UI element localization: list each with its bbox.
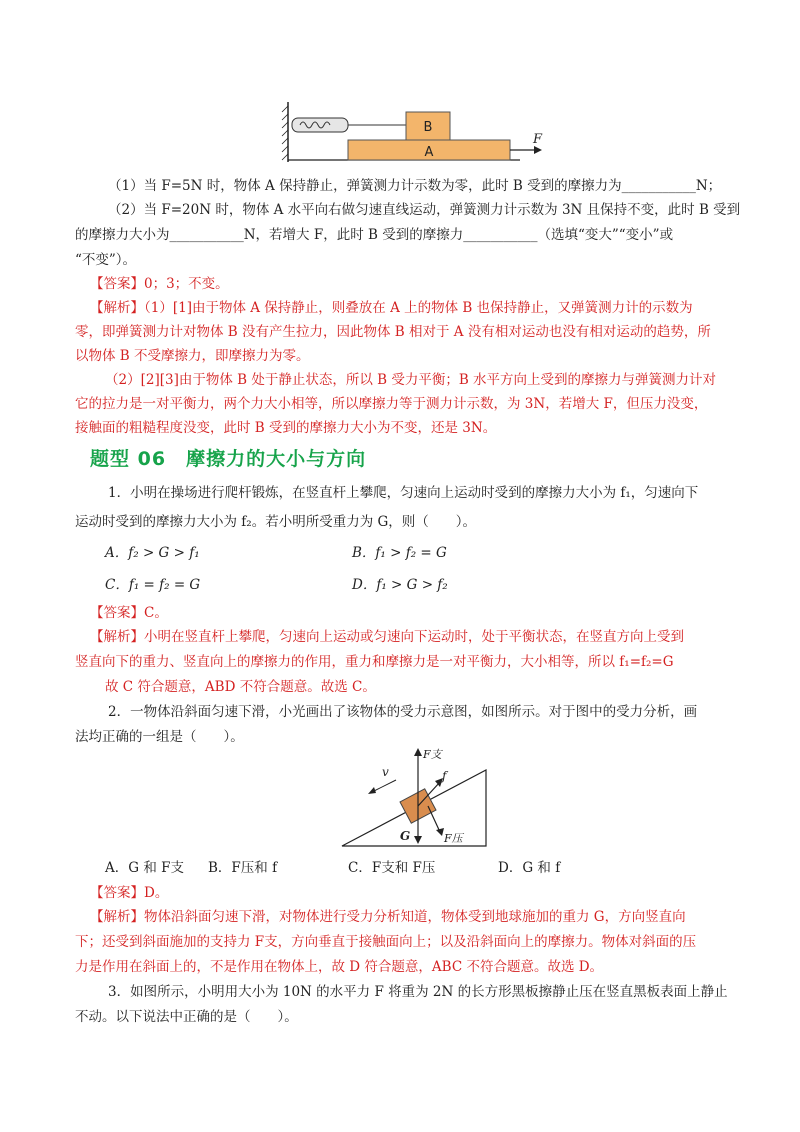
q2-explanation-2: 下；还受到斜面施加的支持力 F支，方向垂直于接触面向上；以及沿斜面向上的摩擦力。物体对斜面的压 bbox=[75, 934, 697, 950]
prev-answer: 【答案】0；3；不变。 bbox=[90, 276, 229, 292]
incline-force-figure bbox=[338, 742, 508, 852]
q1-explanation-2: 竖直向下的重力、竖直向上的摩擦力的作用，重力和摩擦力是一对平衡力，大小相等，所以 f₁=f₂=G bbox=[75, 654, 674, 670]
prev-explanation-1: 【解析】（1）[1]由于物体 A 保持静止，则叠放在 A 上的物体 B 也保持静止，又弹簧测力计的示数为 bbox=[90, 300, 693, 316]
prev-q2-line1: （2）当 F=20N 时，物体 A 水平向右做匀速直线运动，弹簧测力计示数为 3N 且保持不变，此时 B 受到 bbox=[108, 202, 741, 218]
label-g: G bbox=[400, 829, 411, 843]
q3-stem-line2: 不动。以下说法中正确的是（ ）。 bbox=[75, 1009, 298, 1025]
prev-explanation-6: 接触面的粗糙程度没变，此时 B 受到的摩擦力大小为不变，还是 3N。 bbox=[75, 420, 497, 436]
q1-stem-line2: 运动时受到的摩擦力大小为 f₂。若小明所受重力为 G，则（ ）。 bbox=[75, 514, 477, 530]
prev-q1: （1）当 F=5N 时，物体 A 保持静止，弹簧测力计示数为零，此时 B 受到的摩擦力为___________N； bbox=[108, 178, 722, 194]
q1-stem-line1: 1．小明在操场进行爬杆锻炼，在竖直杆上攀爬，匀速向上运动时受到的摩擦力大小为 f₁，匀速向下 bbox=[108, 485, 699, 501]
q1-answer: 【答案】C。 bbox=[90, 605, 168, 621]
spring-blocks-figure bbox=[280, 100, 550, 170]
q2-option-c[interactable]: C．F支和 F压 bbox=[348, 860, 436, 876]
q2-option-b[interactable]: B．F压和 f bbox=[208, 860, 278, 876]
prev-explanation-2: 零，即弹簧测力计对物体 B 没有产生拉力，因此物体 B 相对于 A 没有相对运动也没有相对运动的趋势，所 bbox=[75, 324, 711, 340]
prev-explanation-3: 以物体 B 不受摩擦力，即摩擦力为零。 bbox=[75, 348, 310, 364]
q3-stem-line1: 3．如图所示，小明用大小为 10N 的水平力 F 将重为 2N 的长方形黑板擦静止压在竖直黑板表面上静止 bbox=[108, 984, 728, 1000]
label-f-friction: f bbox=[442, 769, 447, 783]
prev-q2-line2: 的摩擦力大小为___________N，若增大 F，此时 B 受到的摩擦力___________（选填“变大”“变小”或 bbox=[75, 227, 674, 243]
q2-stem-line2: 法均正确的一组是（ ）。 bbox=[75, 729, 244, 745]
label-b: B bbox=[423, 120, 433, 135]
q2-stem-line1: 2．一物体沿斜面匀速下滑，小光画出了该物体的受力示意图，如图所示。对于图中的受力分析，画 bbox=[108, 704, 698, 720]
q1-option-b[interactable]: B．f₁ > f₂ = G bbox=[352, 545, 447, 561]
label-f: F bbox=[533, 132, 543, 147]
section-title-number: 题型 06 bbox=[90, 448, 167, 470]
q1-explanation-1: 【解析】小明在竖直杆上攀爬，匀速向上运动或匀速向下运动时，处于平衡状态，在竖直方向上受到 bbox=[90, 629, 684, 645]
section-title bbox=[90, 444, 366, 471]
q2-explanation-3: 力是作用在斜面上的，不是作用在物体上，故 D 符合题意，ABC 不符合题意。故选 D。 bbox=[75, 959, 604, 975]
section-title-text: 摩擦力的大小与方向 bbox=[186, 448, 367, 470]
q2-option-a[interactable]: A．G 和 F支 bbox=[105, 860, 184, 876]
q2-answer: 【答案】D。 bbox=[90, 885, 169, 901]
label-f-press: F压 bbox=[444, 832, 463, 845]
label-a: A bbox=[424, 145, 434, 160]
prev-explanation-4: （2）[2][3]由于物体 B 处于静止状态，所以 B 受力平衡；B 水平方向上受到的摩擦力与弹簧测力计对 bbox=[105, 372, 717, 388]
q1-option-d[interactable]: D．f₁ > G > f₂ bbox=[352, 577, 448, 593]
label-f-support: F支 bbox=[423, 748, 442, 761]
q2-explanation-1: 【解析】物体沿斜面匀速下滑，对物体进行受力分析知道，物体受到地球施加的重力 G，方向竖直向 bbox=[90, 909, 686, 925]
prev-q2-line3: “不变”）。 bbox=[75, 252, 137, 268]
label-v: v bbox=[382, 765, 389, 779]
q1-explanation-3: 故 C 符合题意，ABD 不符合题意。故选 C。 bbox=[105, 679, 376, 695]
q1-option-c[interactable]: C．f₁ = f₂ = G bbox=[105, 577, 201, 593]
q2-option-d[interactable]: D．G 和 f bbox=[498, 860, 561, 876]
q1-option-a[interactable]: A．f₂ > G > f₁ bbox=[105, 545, 200, 561]
prev-explanation-5: 它的拉力是一对平衡力，两个力大小相等，所以摩擦力等于测力计示数，为 3N，若增大 F，但压力没变， bbox=[75, 396, 708, 412]
